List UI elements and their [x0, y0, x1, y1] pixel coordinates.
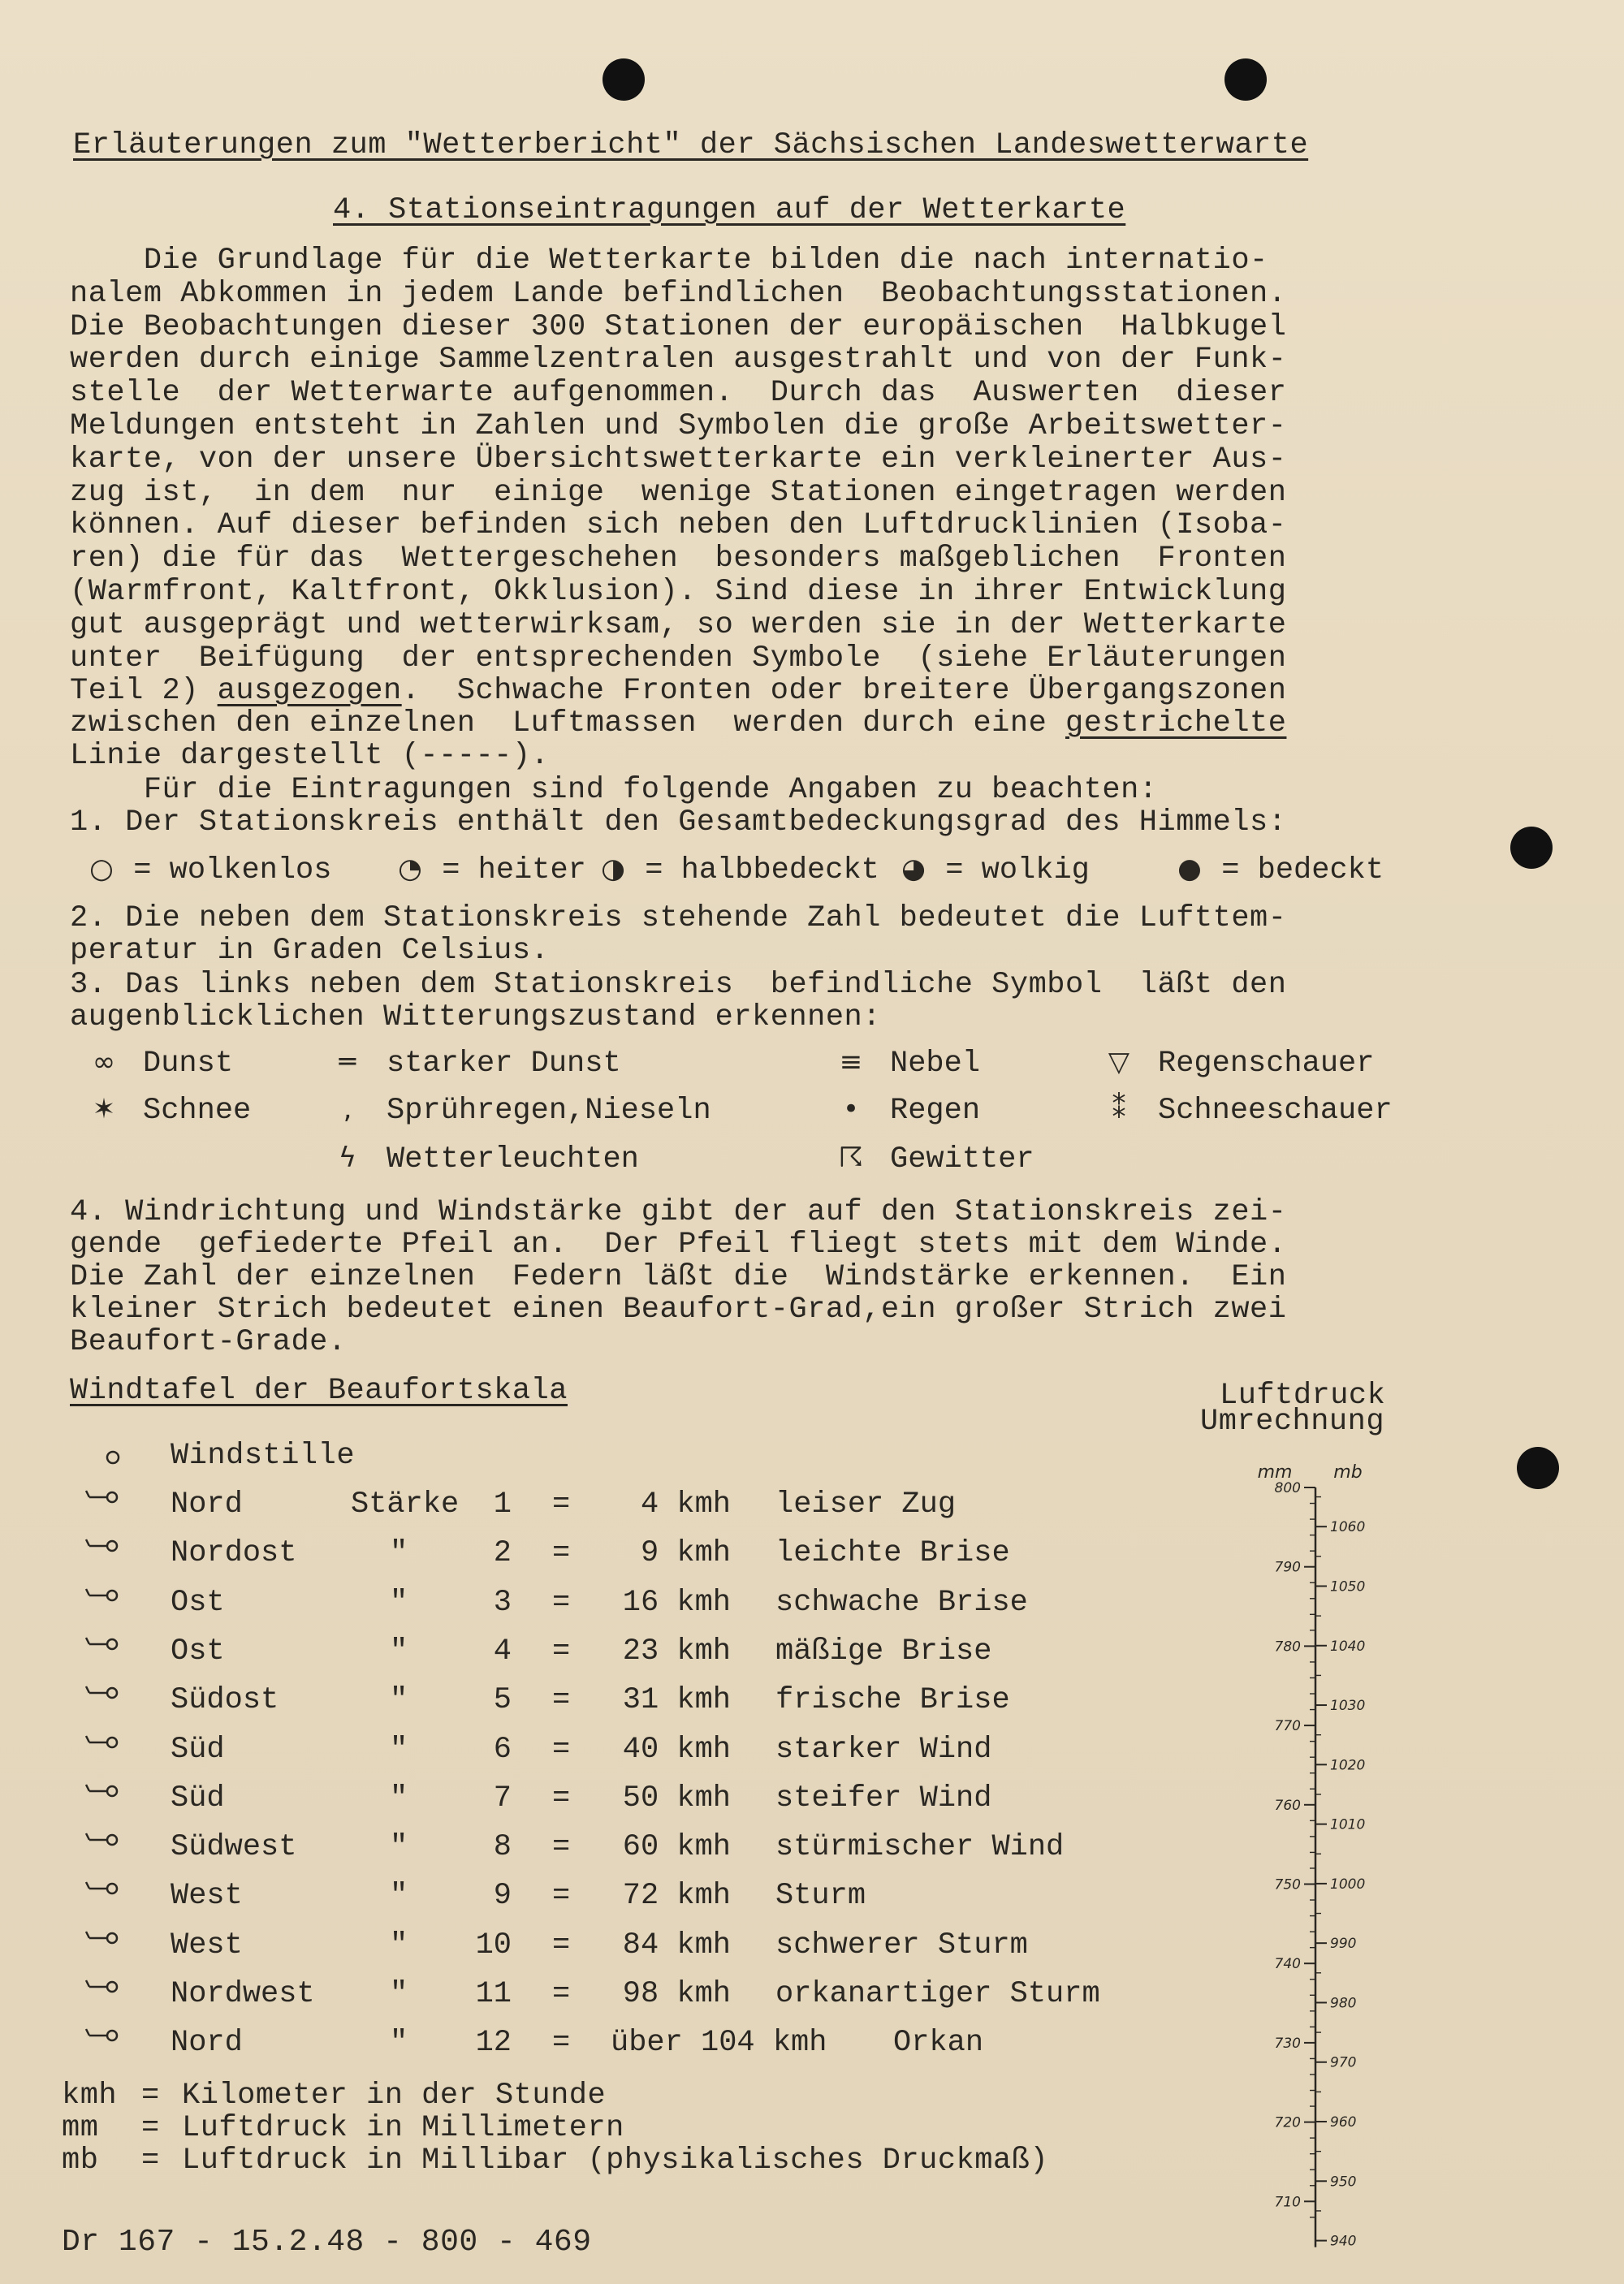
station-circle — [107, 1591, 117, 1600]
station-circle — [107, 1688, 117, 1698]
wind-feather — [86, 1932, 107, 1938]
underlined-word: gestrichelte — [1065, 706, 1287, 740]
wind-arrow-icon — [73, 1579, 138, 1625]
mb-tick-label: 1040 — [1330, 1638, 1366, 1655]
weather-symbol-label: Schneeschauer — [1158, 1094, 1393, 1128]
wind-feather — [86, 2029, 107, 2036]
paragraph-line: werden durch einige Sammelzentralen ausgestrahlt und von der Funk- — [70, 343, 1287, 378]
wind-dir: West — [171, 1879, 243, 1914]
item-4-line: Beaufort-Grade. — [70, 1325, 347, 1359]
item-4-line: gende gefiederte Pfeil an. Der Pfeil fliegt stets mit dem Winde. — [70, 1228, 1287, 1262]
cloud-cover-item — [396, 853, 586, 887]
wind-force: 3 — [493, 1585, 512, 1620]
wind-prefix: " — [390, 1977, 408, 2011]
cloud-cover-item — [88, 853, 331, 887]
weather-symbol-item — [325, 1046, 621, 1081]
wind-table-row — [0, 1977, 1137, 2018]
wind-speed: 84 kmh — [622, 1928, 731, 1962]
mm-tick-label: 800 — [1274, 1480, 1301, 1496]
paragraph-line: Meldungen entsteht in Zahlen und Symbolen die große Arbeitswetter- — [70, 409, 1287, 443]
abbreviation-note — [62, 2079, 606, 2113]
weather-symbol-item — [1096, 1093, 1393, 1128]
station-circle — [107, 1541, 117, 1551]
wind-desc: mäßige Brise — [775, 1634, 992, 1669]
station-circle — [107, 1786, 117, 1796]
wind-speed: 60 kmh — [622, 1830, 731, 1865]
mm-tick-label: 710 — [1274, 2194, 1301, 2211]
wind-feather — [86, 1589, 107, 1595]
mm-tick-label: 750 — [1274, 1876, 1301, 1893]
item-1: 1. Der Stationskreis enthält den Gesamtbedeckungsgrad des Himmels: — [70, 805, 1287, 840]
wind-table-row — [0, 1536, 1137, 1577]
weather-symbol-item — [828, 1093, 980, 1128]
wind-arrow-icon — [73, 1677, 138, 1722]
print-reference: Dr 167 - 15.2.48 - 800 - 469 — [62, 2225, 592, 2260]
wind-force: 2 — [493, 1536, 512, 1571]
abbreviation: mb — [62, 2144, 99, 2178]
item-2-line: 2. Die neben dem Stationskreis stehende Zahl bedeutet die Lufttem- — [70, 901, 1287, 935]
wind-eq: = — [552, 1830, 571, 1865]
wind-eq: = — [552, 1879, 571, 1914]
wind-eq: = — [552, 1585, 571, 1620]
weather-symbol-label: Sprühregen,Nieseln — [387, 1094, 711, 1128]
mb-tick-label: 1010 — [1330, 1816, 1366, 1833]
document-title: Erläuterungen zum "Wetterbericht" der Sächsischen Landeswetterwarte — [73, 128, 1309, 162]
paragraph-line: ren) die für das Wettergeschehen besonders maßgeblichen Fronten — [70, 542, 1287, 576]
item-4-line: kleiner Strich bedeutet einen Beaufort-Grad,ein großer Strich zwei — [70, 1293, 1287, 1327]
weather-symbol-icon: ∞ — [92, 1046, 116, 1078]
abbreviation-note — [62, 2144, 1048, 2178]
wind-force: 8 — [493, 1830, 512, 1865]
wind-table-row — [0, 1879, 1137, 1919]
wind-desc: frische Brise — [775, 1683, 1010, 1718]
wind-dir: Nordost — [171, 1536, 297, 1571]
wind-dir: Ost — [171, 1634, 225, 1669]
punch-hole — [1510, 827, 1553, 869]
text: zwischen den einzelnen Luftmassen werden durch eine — [70, 706, 1065, 740]
wind-feather — [86, 1882, 107, 1889]
mb-tick-label: 1000 — [1330, 1876, 1366, 1893]
mb-tick-label: 950 — [1330, 2174, 1357, 2191]
wind-desc: leiser Zug — [775, 1487, 957, 1522]
item-2-line: peratur in Graden Celsius. — [70, 934, 550, 968]
wind-speed: 9 kmh — [640, 1536, 731, 1571]
station-circle — [107, 1835, 117, 1845]
mb-tick-label: 990 — [1330, 1936, 1357, 1953]
wind-eq: = — [552, 2026, 571, 2061]
wind-prefix: " — [390, 1830, 408, 1865]
wind-force: 5 — [493, 1683, 512, 1718]
wind-arrow-icon — [73, 1872, 138, 1918]
unit-mm-label: mm — [1257, 1462, 1293, 1483]
paragraph-line: gut ausgeprägt und wetterwirksam, so werden sie in der Wetterkarte — [70, 607, 1287, 642]
cloud-cover-label: bedeckt — [1257, 853, 1384, 887]
wind-speed: 98 kmh — [622, 1977, 731, 2011]
weather-symbol-icon: ▽ — [1108, 1046, 1130, 1078]
wind-dir: Ost — [171, 1585, 225, 1620]
weather-symbol-item — [325, 1142, 639, 1177]
punch-hole — [1517, 1447, 1559, 1489]
equals-sign: = — [1203, 853, 1258, 887]
abbreviation-meaning: Luftdruck in Millibar (physikalisches Druckmaß) — [182, 2144, 1049, 2178]
weather-symbol-item — [81, 1046, 233, 1081]
calm-label: Windstille — [171, 1439, 356, 1473]
wind-table-row — [0, 1683, 1137, 1724]
wind-prefix: " — [390, 1536, 408, 1571]
cloud-cover-item — [1176, 853, 1384, 887]
weather-symbol-icon: ☈ — [838, 1142, 864, 1174]
wind-arrow-icon — [73, 1922, 138, 1967]
paragraph-line: stelle der Wetterwarte aufgenommen. Durch das Auswerten dieser — [70, 376, 1287, 411]
mb-tick-label: 1020 — [1330, 1757, 1366, 1774]
wind-prefix: " — [390, 1732, 408, 1767]
paragraph-line: nalem Abkommen in jedem Lande befindlichen Beobachtungsstationen. — [70, 276, 1287, 311]
weather-symbol-icon: • — [842, 1093, 860, 1125]
wind-feather — [86, 1785, 107, 1791]
station-circle — [107, 1738, 117, 1747]
calm-station-circle — [101, 1445, 125, 1470]
paragraph-line — [70, 706, 1286, 740]
wind-feather — [86, 1686, 107, 1693]
wind-eq: = — [552, 1634, 571, 1669]
wind-feather — [86, 1638, 107, 1644]
abbreviation: kmh — [62, 2079, 118, 2113]
wind-eq: = — [552, 1683, 571, 1718]
weather-symbol-icon: ≡ — [839, 1046, 863, 1078]
wind-desc: stürmischer Wind — [775, 1830, 1065, 1865]
weather-symbol-item — [81, 1093, 251, 1128]
mb-tick-label: 1050 — [1330, 1578, 1366, 1595]
wind-force: 7 — [493, 1781, 512, 1816]
item-4-line: 4. Windrichtung und Windstärke gibt der auf den Stationskreis zei- — [70, 1195, 1287, 1229]
wind-dir: Süd — [171, 1732, 225, 1767]
wind-table-row — [0, 1928, 1137, 1969]
weather-symbol-label: Gewitter — [890, 1142, 1034, 1177]
cloud-cover-symbol-icon: ● — [1177, 853, 1202, 885]
wind-arrow-icon — [73, 1971, 138, 2016]
station-circle — [107, 1884, 117, 1893]
equals-sign: = — [141, 2079, 160, 2113]
wind-table-row — [0, 1634, 1137, 1675]
cloud-cover-item — [599, 853, 879, 887]
wind-feather — [86, 1980, 107, 1987]
equals-sign: = — [424, 853, 478, 887]
abbreviation-meaning: Luftdruck in Millimetern — [182, 2111, 624, 2145]
cloud-cover-legend — [88, 853, 1403, 893]
station-circle — [107, 1492, 117, 1502]
mm-tick-label: 730 — [1274, 2035, 1301, 2052]
wind-arrow-icon — [73, 1824, 138, 1869]
station-circle — [107, 2031, 117, 2040]
wind-dir: Südost — [171, 1683, 279, 1718]
station-circle — [107, 1933, 117, 1943]
wind-speed: 40 kmh — [622, 1732, 731, 1767]
weather-symbol-label: Schnee — [143, 1094, 252, 1128]
mb-tick-label: 960 — [1330, 2114, 1357, 2131]
weather-symbol-label: Regenschauer — [1158, 1047, 1375, 1081]
cloud-cover-symbol-icon: ○ — [89, 853, 114, 885]
abbreviation-note — [62, 2111, 624, 2145]
wind-desc: orkanartiger Sturm — [775, 1977, 1100, 2011]
paragraph-line: Die Beobachtungen dieser 300 Stationen der europäischen Halbkugel — [70, 309, 1287, 344]
wind-table-row — [0, 1781, 1137, 1822]
wind-dir: Nord — [171, 1487, 243, 1522]
wind-desc: steifer Wind — [775, 1781, 992, 1816]
wind-desc: schwerer Sturm — [775, 1928, 1028, 1962]
cloud-cover-symbol-icon: ◕ — [901, 853, 926, 885]
wind-desc: Orkan — [893, 2026, 984, 2061]
wind-prefix: " — [390, 1585, 408, 1620]
wind-dir: Süd — [171, 1781, 225, 1816]
wind-table-row — [0, 1733, 1137, 1773]
wind-eq: = — [552, 1536, 571, 1571]
mm-tick-label: 760 — [1274, 1797, 1301, 1814]
cloud-cover-label: heiter — [477, 853, 586, 887]
wind-desc: Sturm — [775, 1879, 866, 1914]
cloud-cover-label: wolkig — [981, 853, 1090, 887]
wind-arrow-icon — [73, 1726, 138, 1772]
wind-desc: starker Wind — [775, 1732, 992, 1767]
wind-force: 11 — [475, 1977, 512, 2011]
wind-table-heading: Windtafel der Beaufortskala — [70, 1374, 568, 1408]
wind-table-row — [0, 1586, 1137, 1626]
paragraph-line: unter Beifügung der entsprechenden Symbole (siehe Erläuterungen — [70, 641, 1287, 676]
wind-prefix: " — [390, 1634, 408, 1669]
wind-force: 10 — [475, 1928, 512, 1962]
mb-tick-label: 1060 — [1330, 1519, 1366, 1536]
wind-prefix: " — [390, 1683, 408, 1718]
unit-mb-label: mb — [1333, 1462, 1363, 1483]
cloud-cover-symbol-icon: ◔ — [398, 853, 422, 885]
weather-symbol-label: Dunst — [143, 1047, 234, 1081]
mm-tick-label: 780 — [1274, 1639, 1301, 1656]
wind-force: 4 — [493, 1634, 512, 1669]
wind-speed: über 104 kmh — [611, 2026, 827, 2061]
weather-symbol-icon: ✶ — [92, 1093, 116, 1125]
wind-arrow-icon — [73, 1628, 138, 1673]
punch-hole — [603, 58, 645, 101]
wind-dir: Nordwest — [171, 1977, 315, 2011]
equals-sign: = — [141, 2144, 160, 2178]
wind-feather — [86, 1736, 107, 1742]
mb-tick-label: 940 — [1330, 2233, 1357, 2249]
station-circle — [107, 1982, 117, 1992]
wind-desc: leichte Brise — [775, 1536, 1010, 1571]
station-circle — [107, 1639, 117, 1649]
wind-eq: = — [552, 1781, 571, 1816]
underlined-word: ausgezogen — [217, 674, 402, 708]
wind-dir: Südwest — [171, 1830, 297, 1865]
paragraph-line: können. Auf dieser befinden sich neben den Luftdrucklinien (Isoba- — [70, 508, 1287, 543]
wind-eq: = — [552, 1487, 571, 1522]
weather-symbol-item — [828, 1046, 980, 1081]
wind-force: 9 — [493, 1879, 512, 1914]
wind-speed: 16 kmh — [622, 1585, 731, 1620]
wind-dir: West — [171, 1928, 243, 1962]
equals-sign: = — [627, 853, 681, 887]
text: . Schwache Fronten oder breitere Übergangszonen — [401, 674, 1287, 708]
wind-desc: schwache Brise — [775, 1585, 1028, 1620]
wind-prefix: Stärke — [351, 1487, 460, 1522]
wind-arrow-icon — [73, 2019, 138, 2065]
paragraph-line: (Warmfront, Kaltfront, Okklusion). Sind diese in ihrer Entwicklung — [70, 575, 1287, 609]
weather-symbol-item — [1096, 1046, 1374, 1081]
section-heading: 4. Stationseintragungen auf der Wetterkarte — [333, 193, 1126, 227]
wind-feather — [86, 1539, 107, 1546]
weather-symbol-legend — [81, 1046, 1413, 1184]
wind-eq: = — [552, 1732, 571, 1767]
paragraph-line: karte, von der unsere Übersichtswetterkarte ein verkleinerter Aus- — [70, 442, 1287, 477]
wind-feather — [86, 1491, 107, 1497]
mm-tick-label: 740 — [1274, 1956, 1301, 1973]
cloud-cover-symbol-icon: ◑ — [601, 853, 625, 885]
cloud-cover-item — [900, 853, 1090, 887]
weather-symbol-item — [828, 1142, 1034, 1177]
wind-arrow-icon — [73, 1530, 138, 1575]
abbreviation: mm — [62, 2111, 99, 2145]
wind-arrow-icon — [73, 1775, 138, 1820]
mm-tick-label: 720 — [1274, 2114, 1301, 2131]
equals-sign: = — [115, 853, 170, 887]
mb-tick-label: 1030 — [1330, 1698, 1366, 1715]
mm-tick-label: 770 — [1274, 1718, 1301, 1735]
wind-speed: 23 kmh — [622, 1634, 731, 1669]
wind-force: 6 — [493, 1732, 512, 1767]
wind-table-row — [0, 2026, 1137, 2066]
paragraph-line: Linie dargestellt (-----). — [70, 739, 550, 773]
weather-symbol-icon: ⁑ — [1112, 1093, 1126, 1125]
paragraph-line — [70, 674, 1286, 708]
weather-symbol-item — [325, 1093, 711, 1128]
wind-table-row — [0, 1830, 1137, 1871]
wind-eq: = — [552, 1928, 571, 1962]
weather-symbol-icon: , — [343, 1093, 352, 1125]
mb-tick-label: 980 — [1330, 1995, 1357, 2012]
item-3-line: augenblicklichen Witterungszustand erkennen: — [70, 1000, 881, 1034]
weather-symbol-icon: ϟ — [338, 1142, 357, 1174]
item-4-line: Die Zahl der einzelnen Federn läßt die Windstärke erkennen. Ein — [70, 1260, 1287, 1294]
paragraph-line: zug ist, in dem nur einige wenige Stationen eingetragen werden — [70, 475, 1287, 510]
weather-symbol-label: Nebel — [890, 1047, 981, 1081]
wind-force: 1 — [493, 1487, 512, 1522]
pressure-conversion-scale — [1242, 1453, 1389, 2249]
wind-prefix: " — [390, 1879, 408, 1914]
wind-eq: = — [552, 1977, 571, 2011]
wind-arrow-icon — [73, 1481, 138, 1526]
punch-hole — [1224, 58, 1267, 101]
weather-symbol-label: starker Dunst — [387, 1047, 621, 1081]
wind-table-row — [0, 1487, 1137, 1528]
pressure-title: Luftdruck — [1220, 1379, 1386, 1413]
weather-symbol-label: Wetterleuchten — [387, 1142, 639, 1177]
wind-prefix: " — [390, 1781, 408, 1816]
weather-symbol-label: Regen — [890, 1094, 981, 1128]
abbreviation-meaning: Kilometer in der Stunde — [182, 2079, 607, 2113]
paragraph-line: Die Grundlage für die Wetterkarte bilden die nach internatio- — [70, 244, 1268, 278]
wind-speed: 72 kmh — [622, 1879, 731, 1914]
equals-sign: = — [927, 853, 982, 887]
wind-speed: 31 kmh — [622, 1683, 731, 1718]
mb-tick-label: 970 — [1330, 2054, 1357, 2071]
wind-prefix: " — [390, 1928, 408, 1962]
cloud-cover-label: wolkenlos — [169, 853, 332, 887]
pressure-title: Umrechnung — [1200, 1405, 1385, 1439]
equals-sign: = — [141, 2111, 160, 2145]
item-3-line: 3. Das links neben dem Stationskreis befindliche Symbol läßt den — [70, 968, 1287, 1002]
wind-dir: Nord — [171, 2026, 243, 2061]
text: Teil 2) — [70, 674, 218, 708]
wind-speed: 50 kmh — [622, 1781, 731, 1816]
wind-feather — [86, 1833, 107, 1840]
wind-prefix: " — [390, 2026, 408, 2061]
mm-tick-label: 790 — [1274, 1559, 1301, 1576]
instruction-intro: Für die Eintragungen sind folgende Angaben zu beachten: — [70, 773, 1158, 807]
weather-symbol-icon: ═ — [339, 1046, 356, 1078]
cloud-cover-label: halbbedeckt — [680, 853, 879, 887]
wind-force: 12 — [475, 2026, 512, 2061]
wind-speed: 4 kmh — [640, 1487, 731, 1522]
